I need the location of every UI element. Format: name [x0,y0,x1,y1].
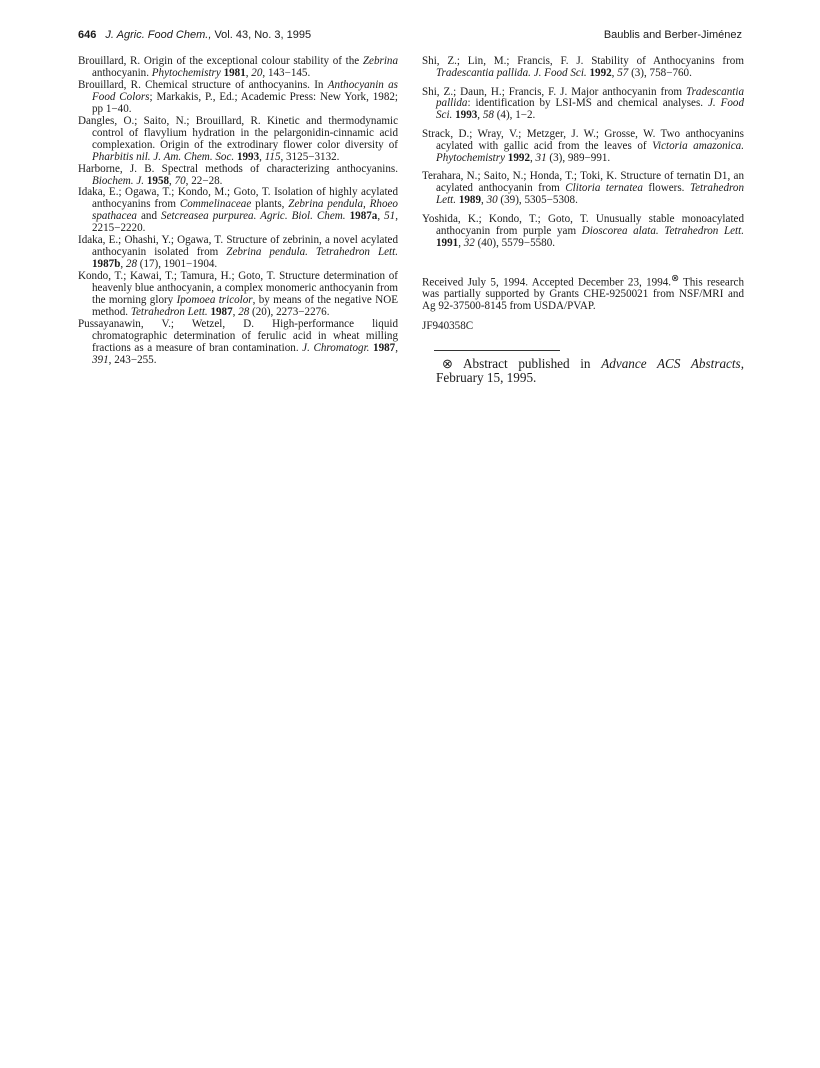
reference-item: Idaka, E.; Ohashi, Y.; Ogawa, T. Structure of zebrinin, a novel acylated anthocyanin isolated from Zebrina pendula. Tetrahedron Lett. 1987b, 28 (17), 1901−1904. [78,234,398,271]
reference-item: Strack, D.; Wray, V.; Metzger, J. W.; Grosse, W. Two anthocyanins acylated with gallic acid from the leaves of Victoria amazonica. Phytochemistry 1992, 31 (3), 989−991. [422,127,744,164]
reference-item: Idaka, E.; Ogawa, T.; Kondo, M.; Goto, T. Isolation of highly acylated anthocyanins from Commelinaceae plants, Zebrina pendula, Rhoeo spathacea and Setcreasea purpurea. Agric. Biol. Chem. 1987a, 51, 2215−2220. [78,186,398,235]
footnote: ⊗ Abstract published in Advance ACS Abstracts, February 15, 1995. [436,356,744,386]
reference-item: Yoshida, K.; Kondo, T.; Goto, T. Unusually stable monoacylated anthocyanin from purple yam Dioscorea alata. Tetrahedron Lett. 1991, 32 (40), 5579−5580. [422,212,744,249]
running-head-authors: Baublis and Berber-Jiménez [603,29,742,41]
reference-item: Brouillard, R. Origin of the exceptional colour stability of the Zebrina anthocyanin. Phytochemistry 1981, 20, 143−145. [78,55,398,79]
left-column [78,56,398,367]
reference-item: Shi, Z.; Lin, M.; Francis, F. J. Stability of Anthocyanins from Tradescantia pallida. J. Food Sci. 1992, 57 (3), 758−760. [422,55,744,79]
reference-item: Pussayanawin, V.; Wetzel, D. High-performance liquid chromatographic determination of ferulic acid in wheat milling fractions as a measure of bran contamination. J. Chromatogr. 1987, 391, 243−255. [78,317,398,366]
reference-item: Brouillard, R. Chemical structure of anthocyanins. In Anthocyanin as Food Colors; Markakis, P., Ed.; Academic Press: New York, 1982; pp 1−40. [78,78,398,115]
right-column [422,56,744,386]
reference-item: Kondo, T.; Kawai, T.; Tamura, H.; Goto, T. Structure determination of heavenly blue anthocyanin, a complex monomeric anthocyanin from the morning glory Ipomoea tricolor, by means of the negative NOE method. Tetrahedron Lett. 1987, 28 (20), 2273−2276. [78,270,398,319]
reference-item: Shi, Z.; Daun, H.; Francis, F. J. Major anthocyanin from Tradescantia pallida: identification by LSI-MS and chemical analyses. J. Food Sci. 1993, 58 (4), 1−2. [422,85,745,122]
received-note: Received July 5, 1994. Accepted December 23, 1994.⊗ This research was partially supported by Grants CHE-9250021 from NSF/MRI and Ag 92-37500-8145 from USDA/PVAP. [422,273,744,313]
reference-item: Harborne, J. B. Spectral methods of characterizing anthocyanins. Biochem. J. 1958, 70, 22−28. [78,162,398,187]
footnote-rule [434,350,560,351]
page-number: 646 [78,29,97,41]
reference-item: Dangles, O.; Saito, N.; Brouillard, R. Kinetic and thermodynamic control of flavylium hydration in the pelargonidin-cinnamic acid complexation. Origin of the extrodinary flower color diversity of Pharbitis nil. J. Am. Chem. Soc. 1993, 115, 3125−3132. [78,114,398,163]
volume-info: Vol. 43, No. 3, 1995 [214,29,312,41]
document-code: JF940358C [422,320,474,333]
running-head-left [78,29,311,41]
footnote-marker: ⊗ [442,356,454,372]
reference-item: Terahara, N.; Saito, N.; Honda, T.; Toki, K. Structure of ternatin D1, an acylated anthocyanin from Clitoria ternatea flowers. Tetrahedron Lett. 1989, 30 (39), 5305−5308. [422,170,744,207]
journal-name: J. Agric. Food Chem., [105,29,212,41]
footnote-marker: ⊗ [671,273,679,284]
page-header [78,29,742,45]
